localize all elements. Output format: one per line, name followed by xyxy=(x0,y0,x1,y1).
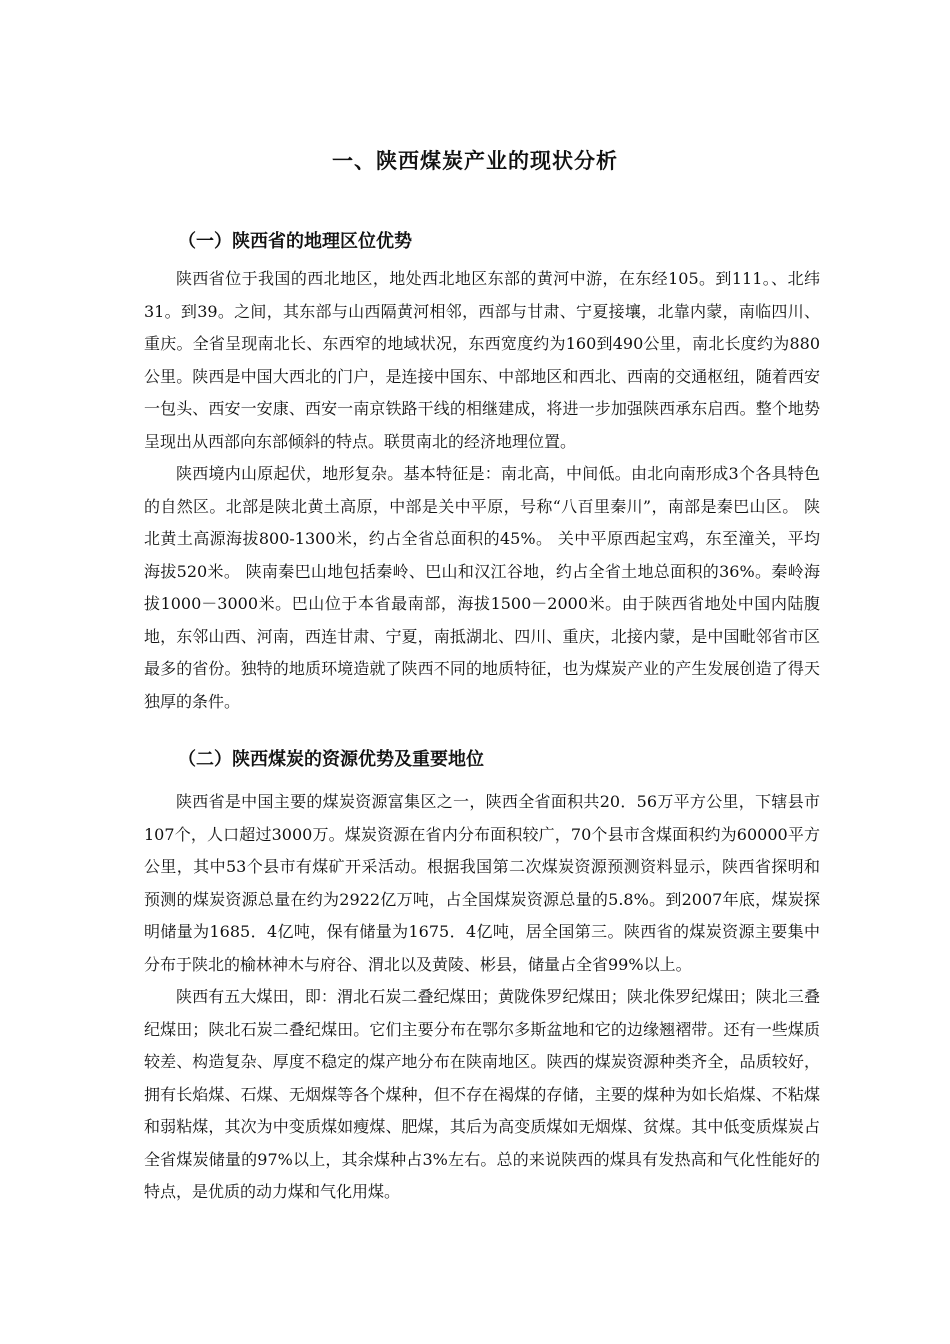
paragraph-coal-reserves: 陕西省是中国主要的煤炭资源富集区之一，陕西全省面积共20．56万平方公里，下辖县市107个，人口超过3000万。煤炭资源在省内分布面积较广，70个县市含煤面积约为60000平方公里，其中53个县市有煤矿开采活动。根据我国第二次煤炭资源预测资料显示，陕西省探明和预测的煤炭资源总量在约为2922亿万吨，占全国煤炭资源总量的5.8%。到2007年底，煤炭探明储量为1685．4亿吨，保有储量为1675．4亿吨，居全国第三。陕西省的煤炭资源主要集中分布于陕北的榆林神木与府谷、渭北以及黄陵、彬县，储量占全省99%以上。 xyxy=(144,792,820,974)
page-title: 一、陕西煤炭产业的现状分析 xyxy=(332,149,618,173)
section-heading-geography: （一）陕西省的地理区位优势 xyxy=(178,231,412,252)
paragraph-geography-terrain: 陕西境内山原起伏，地形复杂。基本特征是：南北高，中间低。由北向南形成3个各具特色的自然区。北部是陕北黄土高原，中部是关中平原，号称“八百里秦川”，南部是秦巴山区。 陕北黄土高源海拔800-1300米，约占全省总面积的45%。 关中平原西起宝鸡，东至潼关，平均海拔520米。 陕南秦巴山地包括秦岭、巴山和汉江谷地，约占全省土地总面积的36%。秦岭海拔1000－3000米。巴山位于本省最南部，海拔1500－2000米。由于陕西省地处中国内陆腹地，东邻山西、河南，西连甘肃、宁夏，南抵湖北、四川、重庆，北接内蒙，是中国毗邻省市区最多的省份。独特的地质环境造就了陕西不同的地质特征，也为煤炭产业的产生发展创造了得天独厚的条件。 xyxy=(144,464,820,711)
section-heading-coal-resources: （二）陕西煤炭的资源优势及重要地位 xyxy=(178,749,484,770)
paragraph-geography-location: 陕西省位于我国的西北地区，地处西北地区东部的黄河中游，在东经105。到111。、北纬31。到39。之间，其东部与山西隔黄河相邻，西部与甘肃、宁夏接壤，北靠内蒙，南临四川、重庆。全省呈现南北长、东西窄的地域状况，东西宽度约为160到490公里，南北长度约为880公里。陕西是中国大西北的门户，是连接中国东、中部地区和西北、西南的交通枢纽，随着西安一包头、西安一安康、西安一南京铁路干线的相继建成，将进一步加强陕西承东启西。整个地势呈现出从西部向东部倾斜的特点。联贯南北的经济地理位置。 xyxy=(144,269,820,451)
paragraph-coal-fields: 陕西有五大煤田，即：渭北石炭二叠纪煤田；黄陇侏罗纪煤田；陕北侏罗纪煤田；陕北三叠纪煤田；陕北石炭二叠纪煤田。它们主要分布在鄂尔多斯盆地和它的边缘翘褶带。还有一些煤质较差、构造复杂、厚度不稳定的煤产地分布在陕南地区。陕西的煤炭资源种类齐全，品质较好，拥有长焰煤、石煤、无烟煤等各个煤种，但不存在褐煤的存储，主要的煤种为如长焰煤、不粘煤和弱粘煤，其次为中变质煤如瘦煤、肥煤，其后为高变质煤如无烟煤、贫煤。其中低变质煤炭占全省煤炭储量的97%以上，其余煤种占3%左右。总的来说陕西的煤具有发热高和气化性能好的特点，是优质的动力煤和气化用煤。 xyxy=(144,987,820,1201)
